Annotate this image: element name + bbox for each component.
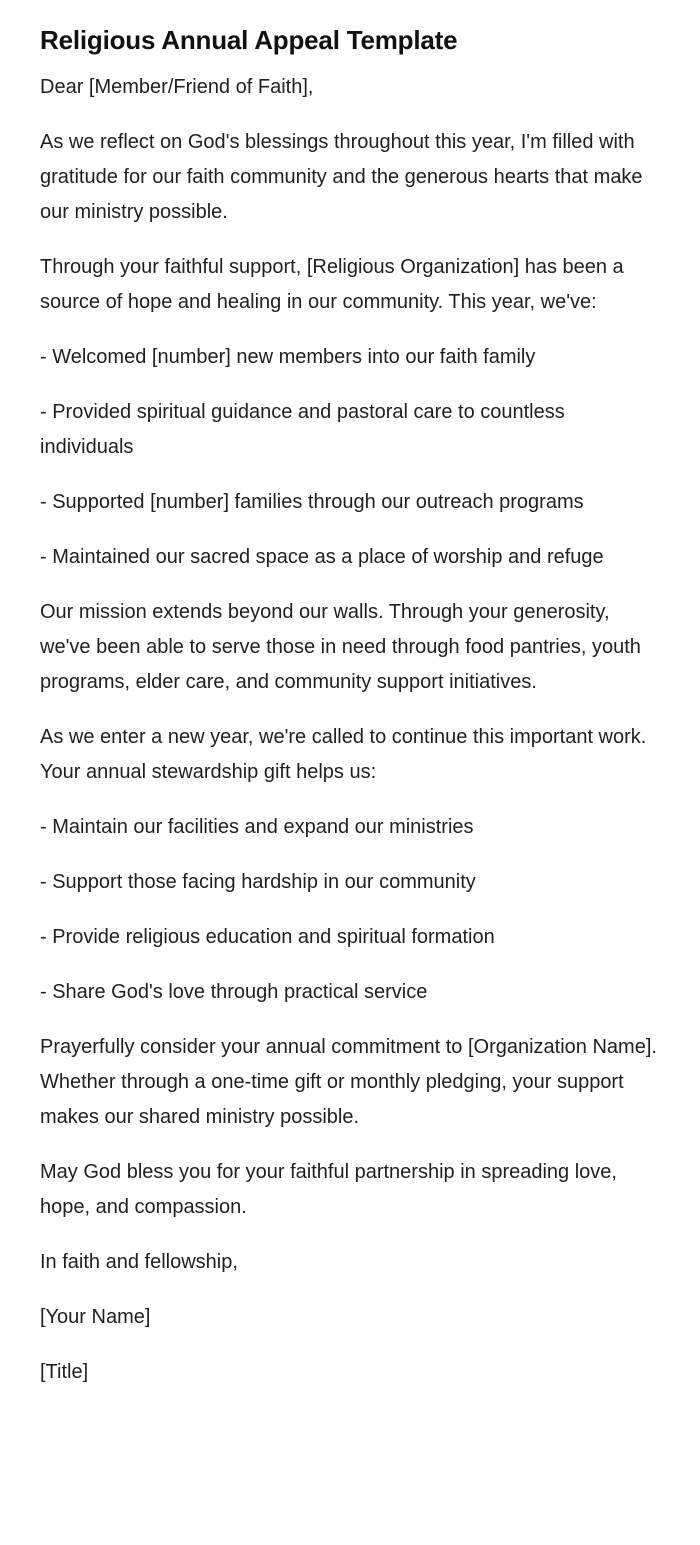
paragraph-intro: As we reflect on God's blessings throughout this year, I'm filled with gratitude for our faith community and the generous hearts that make our ministry possible.	[40, 131, 643, 223]
list-item: - Support those facing hardship in our community	[40, 871, 476, 893]
list-item: - Supported [number] families through our outreach programs	[40, 491, 584, 513]
list-item: - Provided spiritual guidance and pastoral care to countless individuals	[40, 401, 565, 458]
list-item: - Provide religious education and spiritual formation	[40, 926, 495, 948]
paragraph-commitment: Prayerfully consider your annual commitment to [Organization Name]. Whether through a one-time gift or monthly pledging, your support makes our shared ministry possible.	[40, 1036, 657, 1128]
paragraph-blessing: May God bless you for your faithful partnership in spreading love, hope, and compassion.	[40, 1161, 617, 1218]
paragraph-new-year: As we enter a new year, we're called to continue this important work. Your annual stewardship gift helps us:	[40, 726, 647, 783]
list-item: - Share God's love through practical service	[40, 981, 428, 1003]
list-item: - Maintain our facilities and expand our ministries	[40, 816, 474, 838]
closing: In faith and fellowship,	[40, 1251, 238, 1273]
list-item: - Welcomed [number] new members into our faith family	[40, 346, 536, 368]
document-title: Religious Annual Appeal Template	[40, 25, 458, 55]
paragraph-mission: Our mission extends beyond our walls. Through your generosity, we've been able to serve those in need through food pantries, youth programs, elder care, and community support initiatives.	[40, 601, 641, 693]
signature-name: [Your Name]	[40, 1306, 151, 1328]
paragraph-support: Through your faithful support, [Religious Organization] has been a source of hope and healing in our community. This year, we've:	[40, 256, 624, 313]
list-item: - Maintained our sacred space as a place of worship and refuge	[40, 546, 604, 568]
salutation: Dear [Member/Friend of Faith],	[40, 76, 314, 98]
signature-title: [Title]	[40, 1361, 89, 1383]
